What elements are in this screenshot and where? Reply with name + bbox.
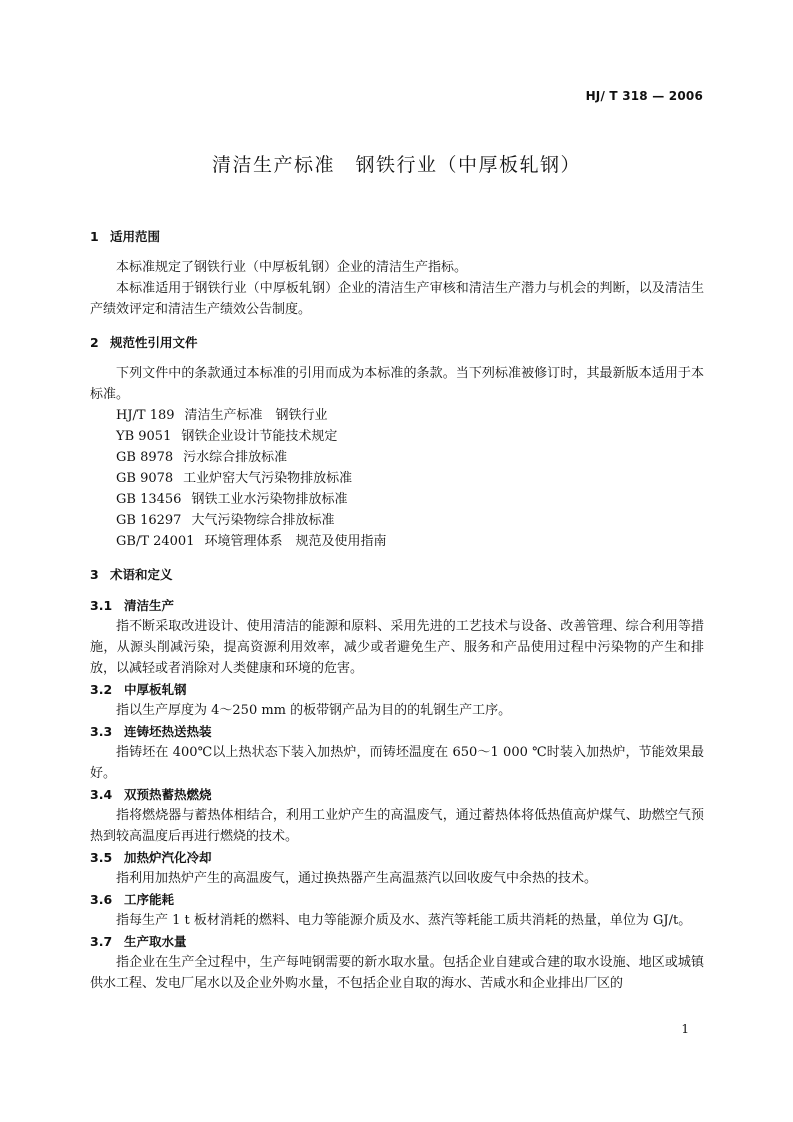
term-name: 双预热蓄热燃烧 xyxy=(124,787,212,802)
term-definition: 指不断采取改进设计、使用清洁的能源和原料、采用先进的工艺技术与设备、改善管理、综合利用等措施，从源头削减污染，提高资源利用效率，减少或者避免生产、服务和产品使用过程中污染物的产生和排放，以减轻或者消除对人类健康和环境的危害。 xyxy=(90,619,704,676)
term-heading xyxy=(90,889,704,910)
reference-item xyxy=(90,468,704,489)
reference-code: GB 9078 xyxy=(116,471,174,486)
reference-list xyxy=(90,405,704,552)
term-definition: 指利用加热炉产生的高温废气，通过换热器产生高温蒸汽以回收废气中余热的技术。 xyxy=(116,871,598,886)
reference-item xyxy=(90,510,704,531)
term-definition: 指铸坯在 400℃以上热状态下装入加热炉，而铸坯温度在 650～1 000 ℃时装入加热炉，节能效果最好。 xyxy=(90,745,704,781)
paragraph: 本标准规定了钢铁行业（中厚板轧钢）企业的清洁生产指标。 xyxy=(116,260,468,275)
reference-title: 污水综合排放标准 xyxy=(183,450,288,465)
document-body xyxy=(90,226,704,994)
term-heading xyxy=(90,595,704,616)
term-name: 连铸坯热送热装 xyxy=(124,724,212,739)
reference-code: GB/T 24001 xyxy=(116,534,195,549)
section-heading xyxy=(90,226,704,248)
term-definition: 指将燃烧器与蓄热体相结合，利用工业炉产生的高温废气，通过蓄热体将低热值高炉煤气、助燃空气预热到较高温度后再进行燃烧的技术。 xyxy=(90,808,704,844)
section-title: 术语和定义 xyxy=(110,567,173,582)
term-name: 中厚板轧钢 xyxy=(124,682,187,697)
section-heading xyxy=(90,564,704,586)
term-name: 清洁生产 xyxy=(124,598,175,613)
paragraph: 下列文件中的条款通过本标准的引用而成为本标准的条款。当下列标准被修订时，其最新版本适用于本标准。 xyxy=(90,366,704,402)
term-heading xyxy=(90,931,704,952)
section-title: 适用范围 xyxy=(110,229,161,244)
section-heading xyxy=(90,332,704,354)
standard-code: HJ/ T 318 — 2006 xyxy=(585,89,703,103)
reference-item xyxy=(90,405,704,426)
term-number: 3.5 xyxy=(90,850,113,865)
reference-code: YB 9051 xyxy=(116,429,172,444)
reference-title: 工业炉窑大气污染物排放标准 xyxy=(183,471,353,486)
term-number: 3.3 xyxy=(90,724,113,739)
reference-code: HJ/T 189 xyxy=(116,408,175,423)
term-number: 3.2 xyxy=(90,682,113,697)
term-name: 生产取水量 xyxy=(124,934,187,949)
reference-title: 环境管理体系 规范及使用指南 xyxy=(204,534,387,549)
section-number: 1 xyxy=(90,229,99,244)
paragraph: 本标准适用于钢铁行业（中厚板轧钢）企业的清洁生产审核和清洁生产潜力与机会的判断，以及清洁生产绩效评定和清洁生产绩效公告制度。 xyxy=(90,281,704,317)
document-title: 清洁生产标准 钢铁行业（中厚板轧钢） xyxy=(211,154,581,176)
term-name: 加热炉汽化冷却 xyxy=(124,850,212,865)
term-name: 工序能耗 xyxy=(124,892,175,907)
reference-title: 大气污染物综合排放标准 xyxy=(191,513,335,528)
reference-title: 清洁生产标准 钢铁行业 xyxy=(184,408,328,423)
reference-item xyxy=(90,447,704,468)
page-number: 1 xyxy=(681,1022,689,1036)
term-definition: 指以生产厚度为 4～250 mm 的板带钢产品为目的的轧钢生产工序。 xyxy=(116,703,512,718)
section-title: 规范性引用文件 xyxy=(110,335,198,350)
section-number: 3 xyxy=(90,567,99,582)
reference-item xyxy=(90,531,704,552)
term-heading xyxy=(90,721,704,742)
reference-item xyxy=(90,426,704,447)
term-heading xyxy=(90,847,704,868)
section-number: 2 xyxy=(90,335,99,350)
reference-code: GB 13456 xyxy=(116,492,182,507)
term-number: 3.6 xyxy=(90,892,113,907)
term-definition: 指每生产 1 t 板材消耗的燃料、电力等能源介质及水、蒸汽等耗能工质共消耗的热量，单位为 GJ/t。 xyxy=(116,913,692,928)
reference-code: GB 8978 xyxy=(116,450,174,465)
term-number: 3.1 xyxy=(90,598,113,613)
term-heading xyxy=(90,679,704,700)
reference-code: GB 16297 xyxy=(116,513,182,528)
term-definition: 指企业在生产全过程中，生产每吨钢需要的新水取水量。包括企业自建或合建的取水设施、地区或城镇供水工程、发电厂尾水以及企业外购水量，不包括企业自取的海水、苦咸水和企业排出厂区的 xyxy=(90,955,704,991)
term-number: 3.4 xyxy=(90,787,113,802)
term-heading xyxy=(90,784,704,805)
reference-title: 钢铁企业设计节能技术规定 xyxy=(181,429,338,444)
term-number: 3.7 xyxy=(90,934,113,949)
reference-title: 钢铁工业水污染物排放标准 xyxy=(191,492,348,507)
reference-item xyxy=(90,489,704,510)
